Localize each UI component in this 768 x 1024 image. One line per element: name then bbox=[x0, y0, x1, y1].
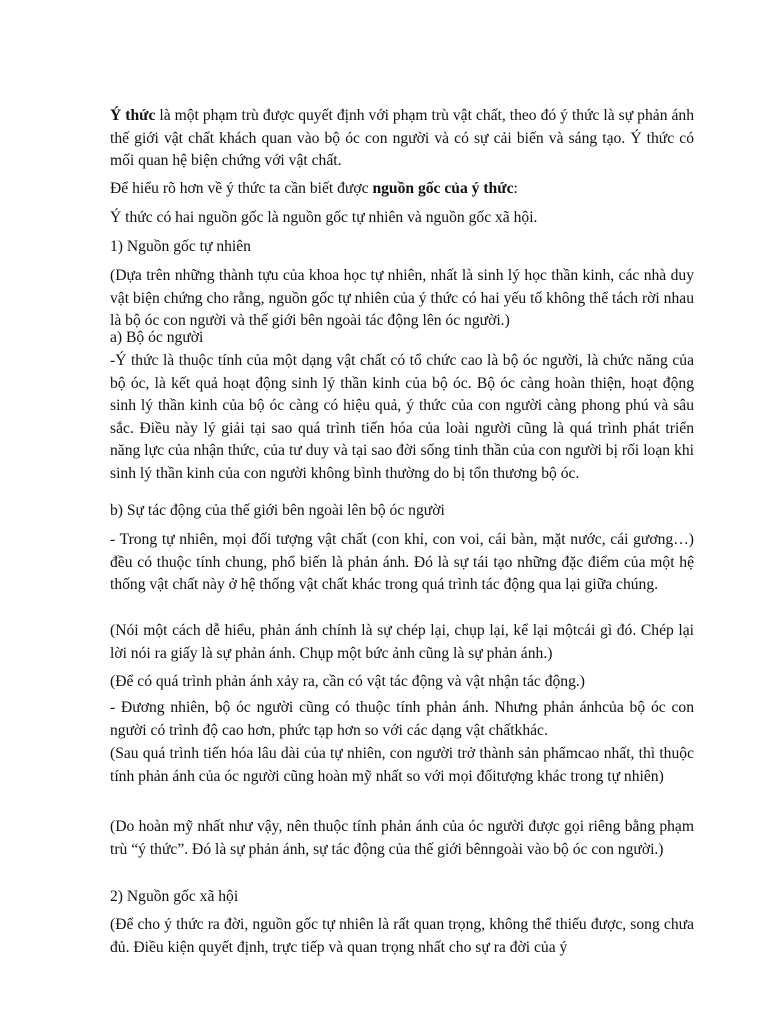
term-nguon-goc: nguồn gốc của ý thức bbox=[372, 180, 514, 197]
heading-social-origin: 2) Nguồn gốc xã hội bbox=[110, 888, 239, 905]
paragraph-natural-origin-desc: (Dựa trên những thành tựu của khoa học tự nhiên, nhất là sinh lý học thần kinh, các nhà duy vật biện chứng cho rằng, nguồn gốc tự nhiên của ý thức có hai yếu tố không thể tách rời nhau là bộ óc con người và thế giới bên ngoài tác động lên óc người.) bbox=[110, 267, 694, 330]
paragraph-social-origin: (Để cho ý thức ra đời, nguồn gốc tự nhiên là rất quan trọng, không thể thiếu được, song chưa đủ. Điều kiện quyết định, trực tiếp và quan trọng nhất cho sự ra đời của ý bbox=[110, 916, 694, 956]
paragraph-definition: Ý thức là một phạm trù được quyết định với phạm trù vật chất, theo đó ý thức là sự phản ánh thế giới vật chất khách quan vào bộ óc con người và có sự cải biến và sáng tạo. Ý thức có mối quan hệ biện chứng với vật chất. bbox=[110, 107, 694, 170]
paragraph-brain: -Ý thức là thuộc tính của một dạng vật chất có tổ chức cao là bộ óc người, là chức năng của bộ óc, là kết quả hoạt động sinh lý thần kinh của bộ óc. Bộ óc càng hoàn thiện, hoạt động sinh lý thần kinh của bộ óc càng có hiệu quả, ý thức của con người càng phong phú và sâu sắc. Điều này lý giải tại sao quá trình tiến hóa của loài người cũng là quá trình phát triển năng lực của nhận thức, của tư duy và tại sao đời sống tinh thần của con người bị rối loạn khi sinh lý thần kinh của con người không bình thường do bị tổn thương bộ óc. bbox=[110, 352, 694, 482]
paragraph-consciousness-term: (Do hoàn mỹ nhất như vậy, nên thuộc tính phản ánh của óc người được gọi riêng bằng phạm trù “ý thức”. Đó là sự phản ánh, sự tác động của thế giới bênngoài vào bộ óc con người.) bbox=[110, 818, 694, 858]
paragraph-two-origins: Ý thức có hai nguồn gốc là nguồn gốc tự nhiên và nguồn gốc xã hội. bbox=[110, 209, 538, 226]
paragraph-reflection-condition: (Để có quá trình phản ánh xảy ra, cần có vật tác động và vật nhận tác động.) bbox=[110, 673, 585, 690]
paragraph-brain-reflection: - Đương nhiên, bộ óc người cũng có thuộc tính phản ánh. Nhưng phản ánhcủa bộ óc con người có trình độ cao hơn, phức tạp hơn so với các dạng vật chấtkhác. bbox=[110, 699, 694, 739]
heading-natural-origin: 1) Nguồn gốc tự nhiên bbox=[110, 238, 251, 255]
paragraph-evolution: (Sau quá trình tiến hóa lâu dài của tự nhiên, con người trở thành sản phẩmcao nhất, thì thuộc tính phản ánh của óc người cũng hoàn mỹ nhất so với mọi đốitượng khác trong tự nhiên) bbox=[110, 745, 694, 785]
heading-external-world: b) Sự tác động của thế giới bên ngoài lên bộ óc người bbox=[110, 502, 445, 519]
term-y-thuc: Ý thức bbox=[110, 107, 156, 124]
heading-brain: a) Bộ óc người bbox=[110, 329, 204, 346]
paragraph-reflection-explain: (Nói một cách dễ hiểu, phản ánh chính là sự chép lại, chụp lại, kể lại mộtcái gì đó. Chép lại lời nói ra giấy là sự phản ánh. Chụp một bức ảnh cũng là sự phản ánh.) bbox=[110, 622, 694, 662]
paragraph-reflection: - Trong tự nhiên, mọi đối tượng vật chất (con khỉ, con voi, cái bàn, mặt nước, cái gương…) đều có thuộc tính chung, phổ biến là phản ánh. Đó là sự tái tạo những đặc điểm của một hệ thống vật chất này ở hệ thống vật chất khác trong quá trình tác động qua lại giữa chúng. bbox=[110, 531, 694, 594]
paragraph-intro-origin: Để hiểu rõ hơn về ý thức ta cần biết được nguồn gốc của ý thức: bbox=[110, 180, 518, 197]
